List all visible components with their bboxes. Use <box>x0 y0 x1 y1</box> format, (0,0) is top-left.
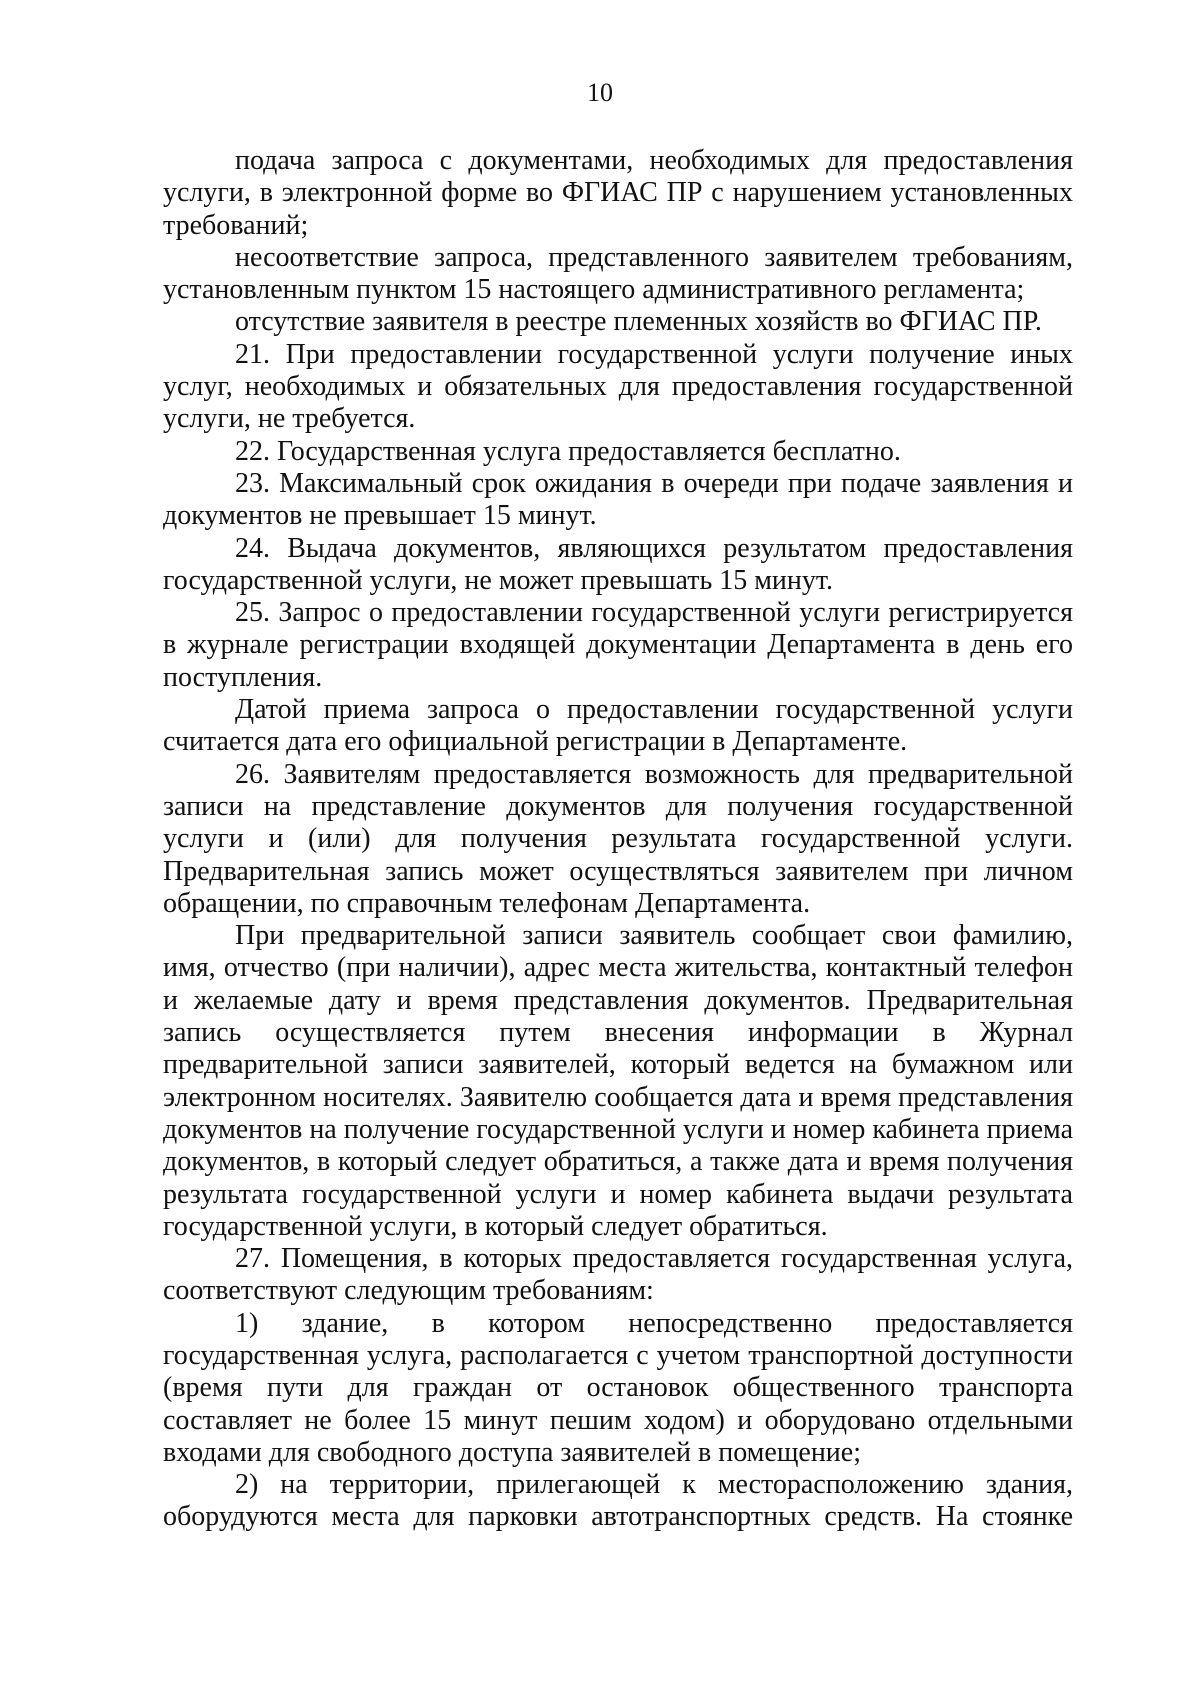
document-body <box>163 145 1073 1534</box>
paragraph-request-date: Датой приема запроса о предоставлении государственной услуги считается дата его официальной регистрации в Департаменте. <box>163 694 1073 758</box>
paragraph-item-25: 25. Запрос о предоставлении государственной услуги регистрируется в журнале регистрации входящей документации Департамента в день его поступления. <box>163 597 1073 693</box>
paragraph-item-26: 26. Заявителям предоставляется возможность для предварительной записи на представление документов для получения государственной услуги и (или) для получения результата государственной услуги. Предварительная запись может осуществляться заявителем при личном обращении, по справочным телефонам Департамента. <box>163 758 1073 919</box>
paragraph-item-23: 23. Максимальный срок ожидания в очереди при подаче заявления и документов не превышает 15 минут. <box>163 467 1073 532</box>
paragraph-applicant-absent-registry: отсутствие заявителя в реестре племенных хозяйств во ФГИАС ПР. <box>235 306 1042 338</box>
paragraph-request-electronic-violation: подача запроса с документами, необходимых для предоставления услуги, в электронной форме во ФГИАС ПР с нарушением установленных требований; <box>163 145 1073 241</box>
paragraph-preliminary-record: При предварительной записи заявитель сообщает свои фамилию, имя, отчество (при наличии), адрес места жительства, контактный телефон и желаемые дату и время представления документов. Предварительная запись осуществляется путем внесения информации в Журнал предварительной записи заявителей, который ведется на бумажном или электронном носителях. Заявителю сообщается дата и время представления документов на получение государственной услуги и номер кабинета приема документов, в который следует обратиться, а также дата и время получения результата государственной услуги и номер кабинета выдачи результата государственной услуги, в который следует обратиться. <box>163 920 1073 1242</box>
page-number: 10 <box>587 78 613 107</box>
paragraph-item-21: 21. При предоставлении государственной услуги получение иных услуг, необходимых и обязательных для предоставления государственной услуги, не требуется. <box>163 338 1073 435</box>
paragraph-request-nonconformity: несоответствие запроса, представленного заявителем требованиям, установленным пунктом 15 настоящего административного регламента; <box>163 241 1073 306</box>
paragraph-item-27-2: 2) на территории, прилегающей к месторасположению здания, оборудуются места для парковки автотранспортных средств. На стоянке <box>163 1469 1073 1533</box>
paragraph-item-27-1: 1) здание, в котором непосредственно предоставляется государственная услуга, располагается с учетом транспортной доступности (время пути для граждан от остановок общественного транспорта составляет не более 15 минут пешим ходом) и оборудовано отдельными входами для свободного доступа заявителей в помещение; <box>163 1307 1073 1468</box>
paragraph-item-27: 27. Помещения, в которых предоставляется государственная услуга, соответствуют следующим требованиям: <box>163 1243 1073 1307</box>
paragraph-item-24: 24. Выдача документов, являющихся результатом предоставления государственной услуги, не может превышать 15 минут. <box>163 532 1073 596</box>
paragraph-item-22: 22. Государственная услуга предоставляется бесплатно. <box>235 435 901 467</box>
